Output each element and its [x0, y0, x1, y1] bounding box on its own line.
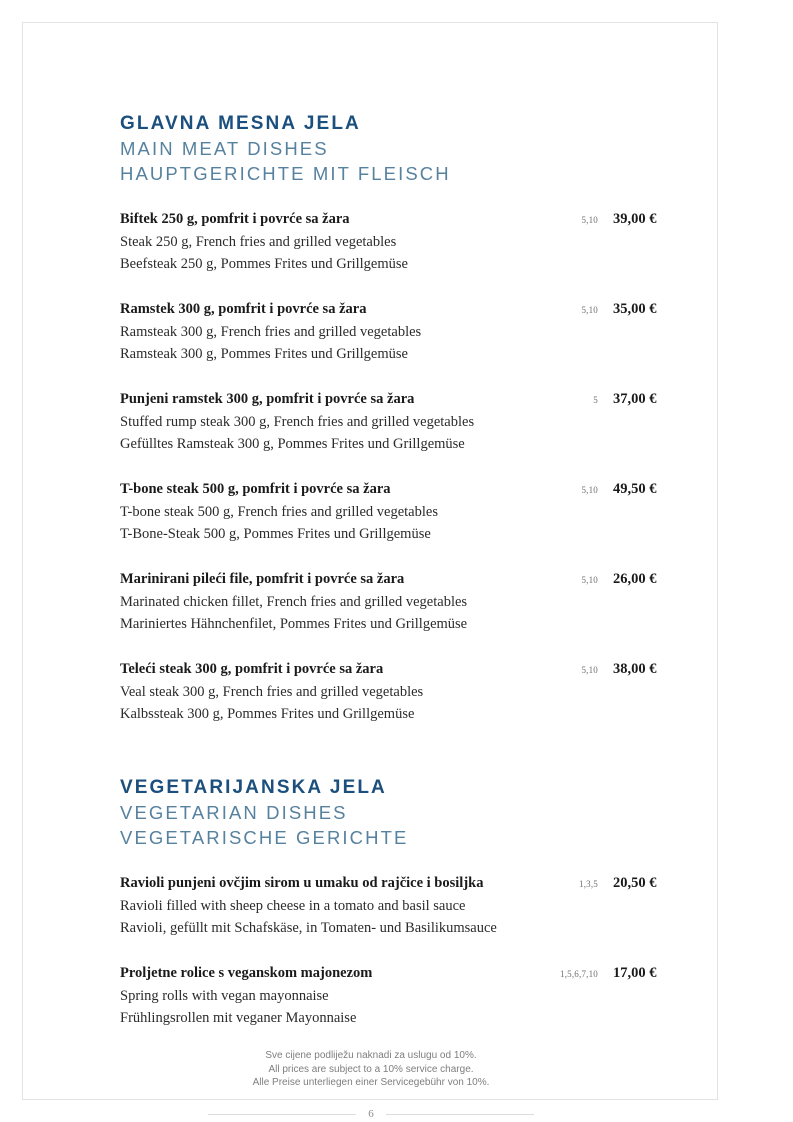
menu-item-allergens: 5,10 — [581, 215, 598, 225]
menu-item-name-hr: Marinirani pileći file, pomfrit i povrće sa žara — [120, 571, 405, 587]
menu-item-header-row — [120, 658, 670, 681]
menu-item-allergens: 5,10 — [581, 305, 598, 315]
menu-item-allergens: 5 — [593, 395, 598, 405]
menu-item-price: 20,50 € — [613, 875, 657, 891]
menu-item-price: 26,00 € — [613, 571, 657, 587]
menu-item-name-hr: Teleći steak 300 g, pomfrit i povrće sa žara — [120, 661, 384, 677]
menu-item-name-de: Ravioli, gefüllt mit Schafskäse, in Tomaten- und Basilikumsauce — [120, 920, 497, 936]
menu-item-allergens: 5,10 — [581, 485, 598, 495]
service-charge-note — [23, 1049, 719, 1090]
menu-item — [120, 872, 670, 939]
menu-item — [120, 658, 670, 725]
menu-item — [120, 568, 670, 635]
section-title-en: MAIN MEAT DISHES — [120, 138, 329, 159]
menu-item-header-row — [120, 208, 670, 231]
menu-item — [120, 478, 670, 545]
menu-item-header-row — [120, 388, 670, 411]
page-number: 6 — [368, 1108, 374, 1120]
menu-item-name-en: Ravioli filled with sheep cheese in a tomato and basil sauce — [120, 898, 466, 914]
menu-item-price: 17,00 € — [613, 965, 657, 981]
service-charge-note-en: All prices are subject to a 10% service charge. — [268, 1063, 474, 1075]
menu-item-price: 38,00 € — [613, 661, 657, 677]
section-heading-main-meat-dishes — [120, 111, 670, 186]
menu-item — [120, 388, 670, 455]
menu-item-header-row — [120, 568, 670, 591]
page-frame — [22, 22, 718, 1120]
section-title-hr: GLAVNA MESNA JELA — [120, 113, 361, 134]
section-title-de: VEGETARISCHE GERICHTE — [120, 827, 409, 848]
menu-item-price: 37,00 € — [613, 391, 657, 407]
menu-item-header-row — [120, 872, 670, 895]
menu-content — [120, 111, 670, 1029]
section-main-meat-dishes — [120, 111, 670, 725]
menu-item — [120, 298, 670, 365]
menu-item-allergens: 1,5,6,7,10 — [560, 969, 598, 979]
menu-item — [120, 208, 670, 275]
menu-item-price: 35,00 € — [613, 301, 657, 317]
service-charge-note-hr: Sve cijene podliježu naknadi za uslugu od 10%. — [265, 1050, 477, 1061]
section-heading-vegetarian-dishes — [120, 775, 670, 850]
menu-item-allergens: 5,10 — [581, 575, 598, 585]
page-rule-right — [386, 1114, 534, 1115]
menu-item-name-en: Marinated chicken fillet, French fries and grilled vegetables — [120, 594, 468, 610]
menu-item-name-de: Beefsteak 250 g, Pommes Frites und Grillgemüse — [120, 256, 408, 272]
menu-item-name-de: Ramsteak 300 g, Pommes Frites und Grillgemüse — [120, 346, 408, 362]
menu-item-header-row — [120, 298, 670, 321]
section-title-de: HAUPTGERICHTE MIT FLEISCH — [120, 163, 451, 184]
page-rule-left — [208, 1114, 356, 1115]
section-title-en: VEGETARIAN DISHES — [120, 802, 348, 823]
menu-item-name-hr: Punjeni ramstek 300 g, pomfrit i povrće sa žara — [120, 391, 415, 407]
menu-item-header-row — [120, 962, 670, 985]
menu-item-name-hr: Ramstek 300 g, pomfrit i povrće sa žara — [120, 301, 367, 317]
menu-item-name-en: Veal steak 300 g, French fries and grilled vegetables — [120, 684, 424, 700]
menu-item-price: 49,50 € — [613, 481, 657, 497]
menu-item-name-en: Steak 250 g, French fries and grilled vegetables — [120, 234, 397, 250]
menu-item-price: 39,00 € — [613, 211, 657, 227]
menu-item-name-en: T-bone steak 500 g, French fries and grilled vegetables — [120, 504, 438, 520]
menu-item-name-hr: Biftek 250 g, pomfrit i povrće sa žara — [120, 211, 350, 227]
menu-item-name-de: Mariniertes Hähnchenfilet, Pommes Frites und Grillgemüse — [120, 616, 468, 632]
menu-item-name-en: Spring rolls with vegan mayonnaise — [120, 988, 329, 1004]
menu-item-name-de: Kalbssteak 300 g, Pommes Frites und Grillgemüse — [120, 706, 415, 722]
menu-item-name-hr: Ravioli punjeni ovčjim sirom u umaku od rajčice i bosiljka — [120, 875, 484, 891]
page-number-bar — [23, 1109, 719, 1120]
menu-item-list-main-meat-dishes — [120, 208, 670, 725]
service-charge-note-de: Alle Preise unterliegen einer Servicegebühr von 10%. — [252, 1077, 490, 1088]
menu-item-name-hr: Proljetne rolice s veganskom majonezom — [120, 965, 373, 981]
menu-item-name-de: Gefülltes Ramsteak 300 g, Pommes Frites und Grillgemüse — [120, 436, 465, 452]
menu-item-name-de: T-Bone-Steak 500 g, Pommes Frites und Grillgemüse — [120, 526, 431, 542]
menu-item-name-de: Frühlingsrollen mit veganer Mayonnaise — [120, 1010, 357, 1026]
menu-item-name-hr: T-bone steak 500 g, pomfrit i povrće sa žara — [120, 481, 391, 497]
menu-item-allergens: 5,10 — [581, 665, 598, 675]
menu-item-header-row — [120, 478, 670, 501]
section-vegetarian-dishes — [120, 775, 670, 1029]
section-title-hr: VEGETARIJANSKA JELA — [120, 777, 387, 798]
menu-item-list-vegetarian-dishes — [120, 872, 670, 1029]
menu-item-name-en: Stuffed rump steak 300 g, French fries and grilled vegetables — [120, 414, 475, 430]
menu-item — [120, 962, 670, 1029]
menu-item-name-en: Ramsteak 300 g, French fries and grilled vegetables — [120, 324, 422, 340]
menu-item-allergens: 1,3,5 — [579, 879, 598, 889]
section-divider-space — [120, 725, 670, 775]
